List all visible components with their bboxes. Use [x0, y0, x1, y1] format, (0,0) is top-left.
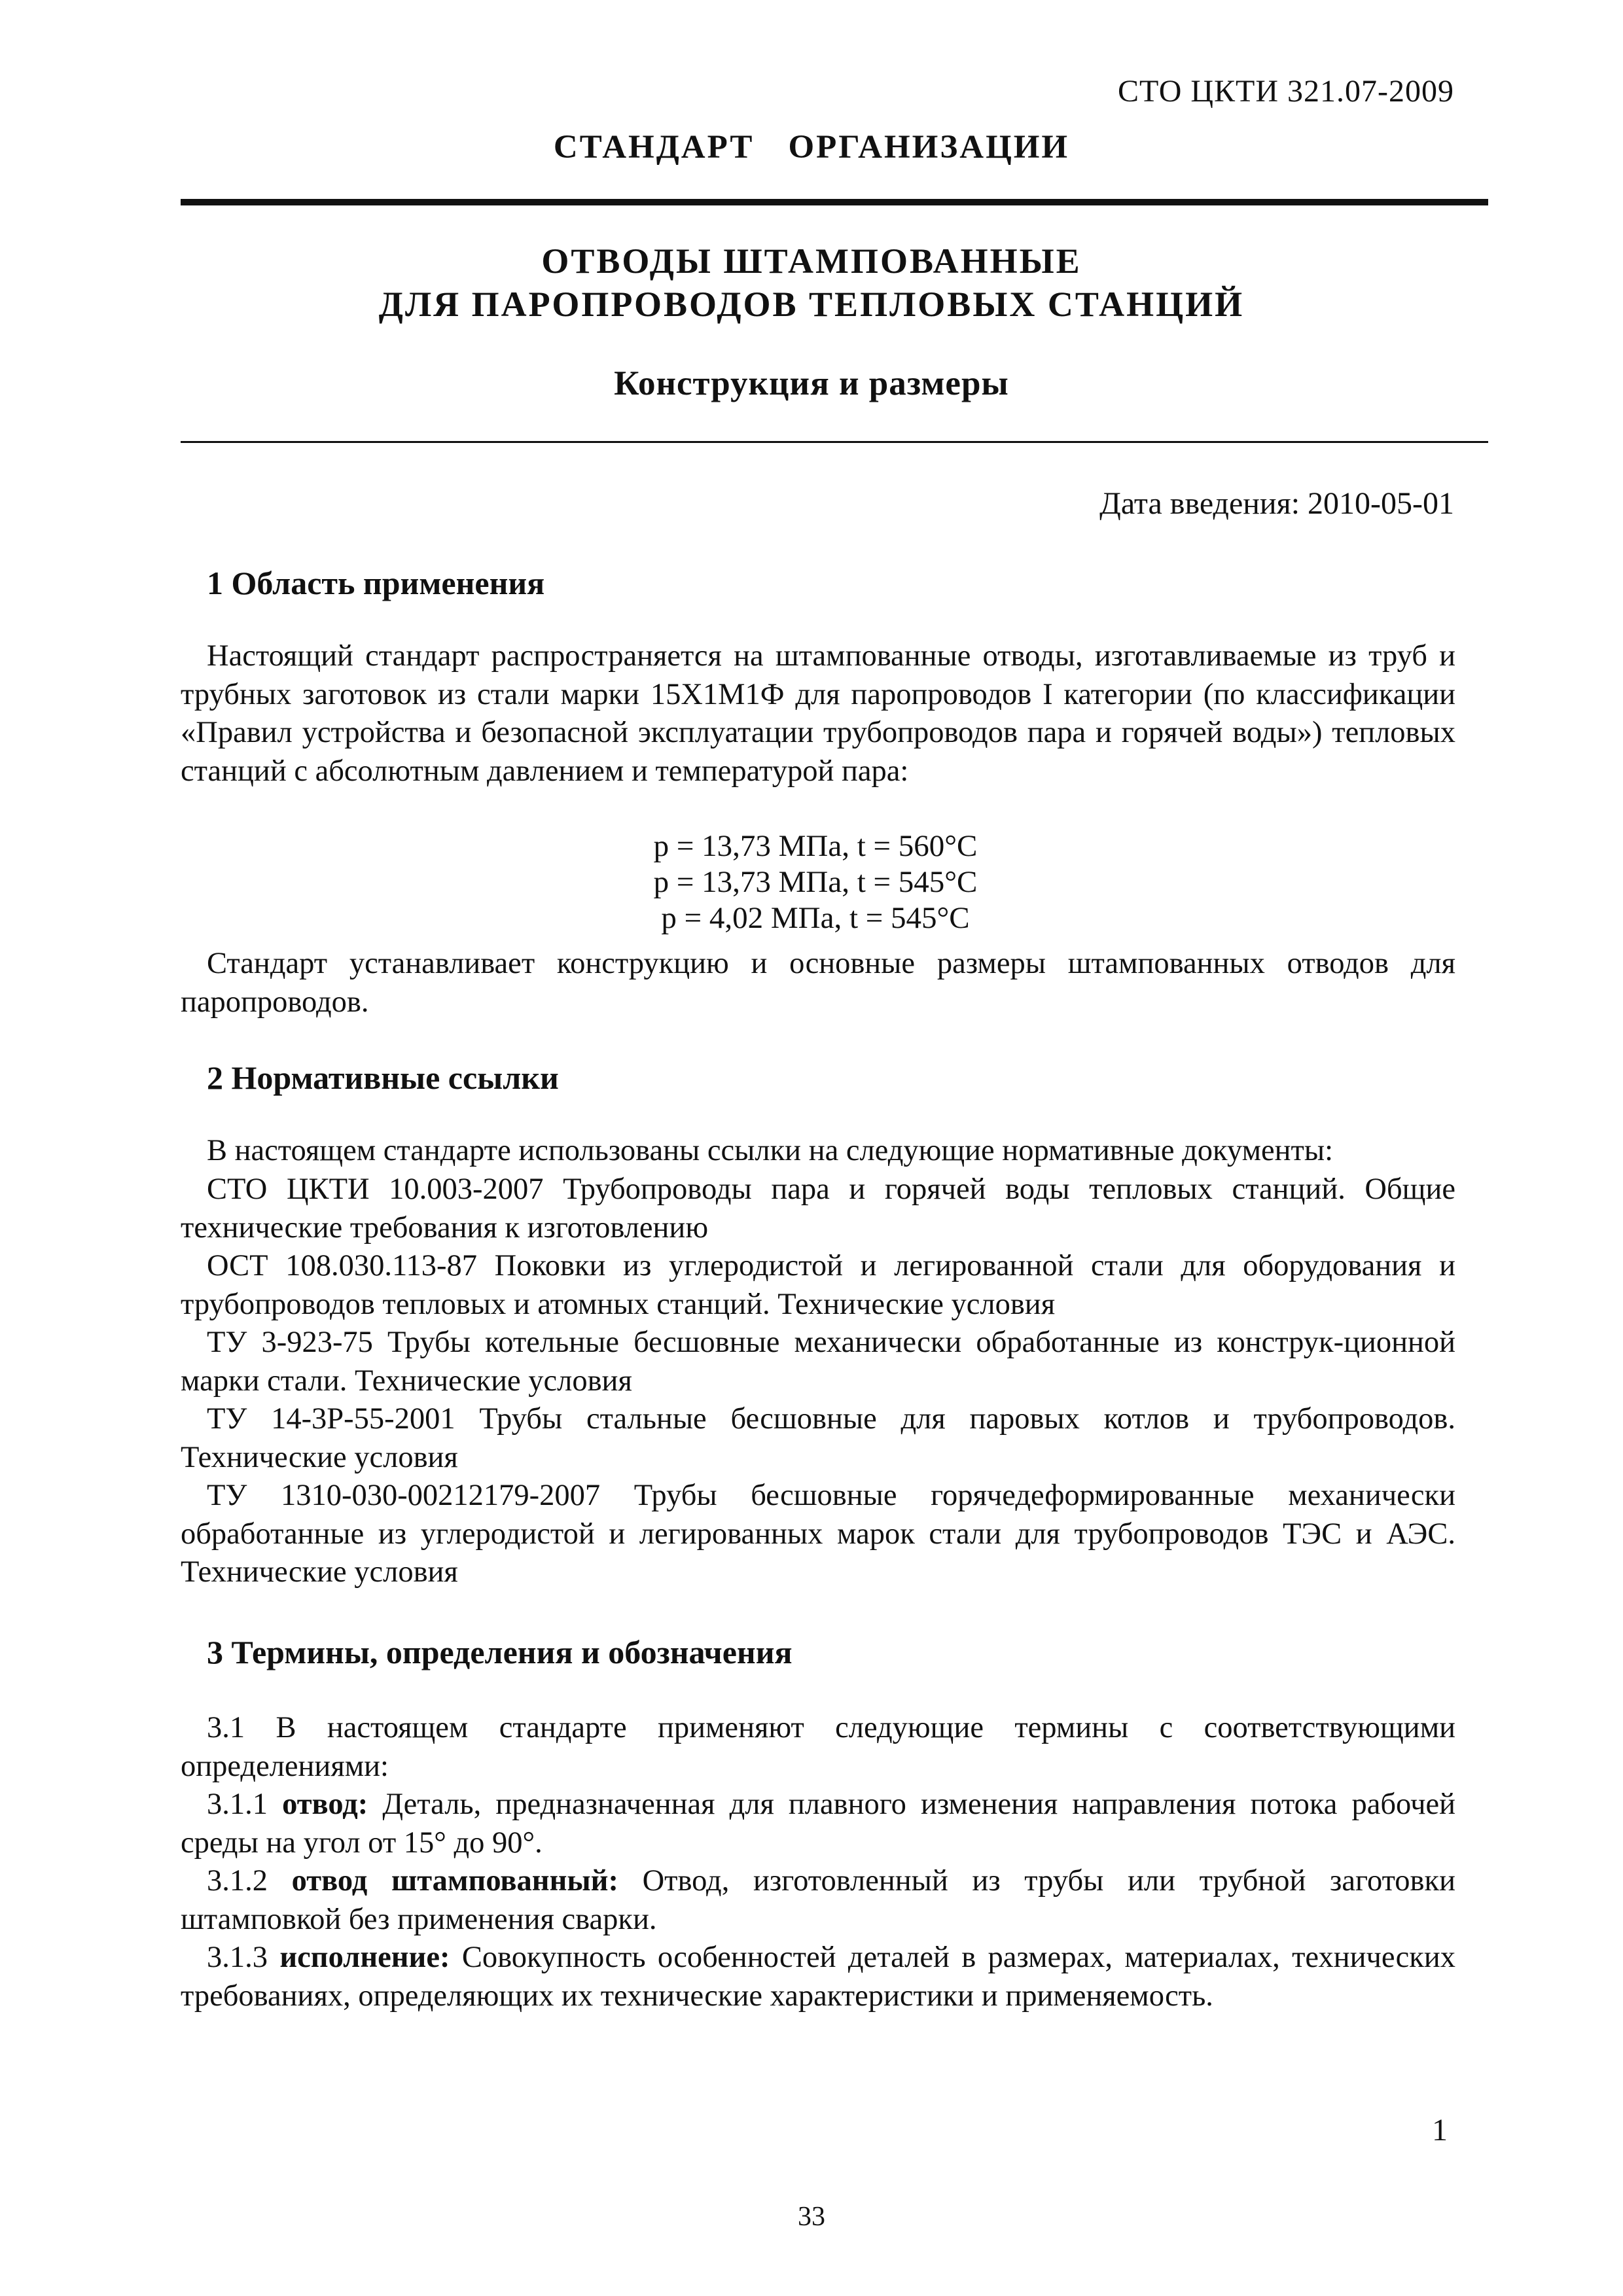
pressure-temperature-formulas: [0, 828, 1623, 936]
term-number: 3.1.2: [207, 1864, 268, 1898]
organization-word: ОРГАНИЗАЦИИ: [788, 129, 1070, 166]
section-2-intro: В настоящем стандарте использованы ссылки на следующие нормативные документы:: [207, 1134, 1333, 1167]
standard-word: СТАНДАРТ: [553, 129, 755, 166]
section-3-1-paragraph: 3.1 В настоящем стандарте применяют следующие термины с соответствующими определениями:: [181, 1711, 1455, 1783]
page-number: 1: [1432, 2113, 1448, 2147]
formula-line: p = 13,73 МПа, t = 545°C: [653, 865, 978, 899]
term-name: исполнение:: [279, 1941, 450, 1974]
term-text: Совокупность особенностей деталей в размерах, материалах, технических требованиях, определяющих их технические характеристики и применяемость.: [181, 1941, 1456, 2013]
standard-header: [0, 128, 1623, 166]
term-text: Отвод, изготовленный из трубы или трубной заготовки штамповкой без применения сварки.: [181, 1864, 1455, 1936]
reference-item: ТУ 3-923-75 Трубы котельные бесшовные механически обработанные из конструк-ционной марки стали. Технические условия: [181, 1326, 1455, 1398]
reference-item: ОСТ 108.030.113-87 Поковки из углеродистой и легированной стали для оборудования и трубопроводов тепловых и атомных станций. Технические условия: [181, 1249, 1455, 1321]
reference-item: ТУ 1310-030-00212179-2007 Трубы бесшовные горячедеформированные механически обработанные из углеродистой и легированных марок стали для трубопроводов ТЭС и АЭС. Технические условия: [181, 1479, 1455, 1589]
section-3-heading: 3 Термины, определения и обозначения: [207, 1634, 793, 1670]
introduction-date: Дата введения: 2010-05-01: [1099, 486, 1454, 521]
term-definition: [181, 1939, 1455, 2015]
formula-line: p = 4,02 МПа, t = 545°C: [661, 901, 970, 935]
title-line-1: ОТВОДЫ ШТАМПОВАННЫЕ: [541, 241, 1082, 281]
document-code: СТО ЦКТИ 321.07-2009: [1117, 74, 1454, 109]
reference-item: ТУ 14-3Р-55-2001 Трубы стальные бесшовные для паровых котлов и трубопроводов. Технические условия: [181, 1402, 1455, 1474]
header-divider: [181, 199, 1488, 205]
term-definition: [181, 1786, 1455, 1862]
section-1-heading: 1 Область применения: [207, 565, 545, 601]
term-text: Деталь, предназначенная для плавного изменения направления потока рабочей среды на угол от 15° до 90°.: [181, 1788, 1456, 1860]
section-1-closing: Стандарт устанавливает конструкцию и основные размеры штампованных отводов для паропроводов.: [181, 947, 1455, 1019]
section-2-heading: 2 Нормативные ссылки: [207, 1059, 559, 1096]
document-subtitle: Конструкция и размеры: [614, 364, 1009, 402]
term-name: отвод:: [282, 1788, 368, 1821]
reference-item: СТО ЦКТИ 10.003-2007 Трубопроводы пара и горячей воды тепловых станций. Общие технические требования к изготовлению: [181, 1173, 1455, 1245]
sheet-number: 33: [798, 2202, 825, 2232]
term-number: 3.1.3: [207, 1941, 268, 1974]
title-line-2: ДЛЯ ПАРОПРОВОДОВ ТЕПЛОВЫХ СТАНЦИЙ: [378, 285, 1245, 324]
title-divider: [181, 441, 1488, 443]
document-title: [0, 239, 1623, 326]
term-name: отвод штампованный:: [291, 1864, 618, 1898]
term-definition: [181, 1862, 1455, 1939]
term-number: 3.1.1: [207, 1788, 268, 1821]
section-1-paragraph: Настоящий стандарт распространяется на штампованные отводы, изготавливаемые из труб и трубных заготовок из стали марки 15Х1М1Ф для паропроводов I категории (по классификации «Правил устройства и безопасной эксплуатации трубопроводов пара и горячей воды») тепловых станций с абсолютным давлением и температурой пара:: [181, 639, 1455, 788]
formula-line: p = 13,73 МПа, t = 560°C: [653, 829, 978, 863]
